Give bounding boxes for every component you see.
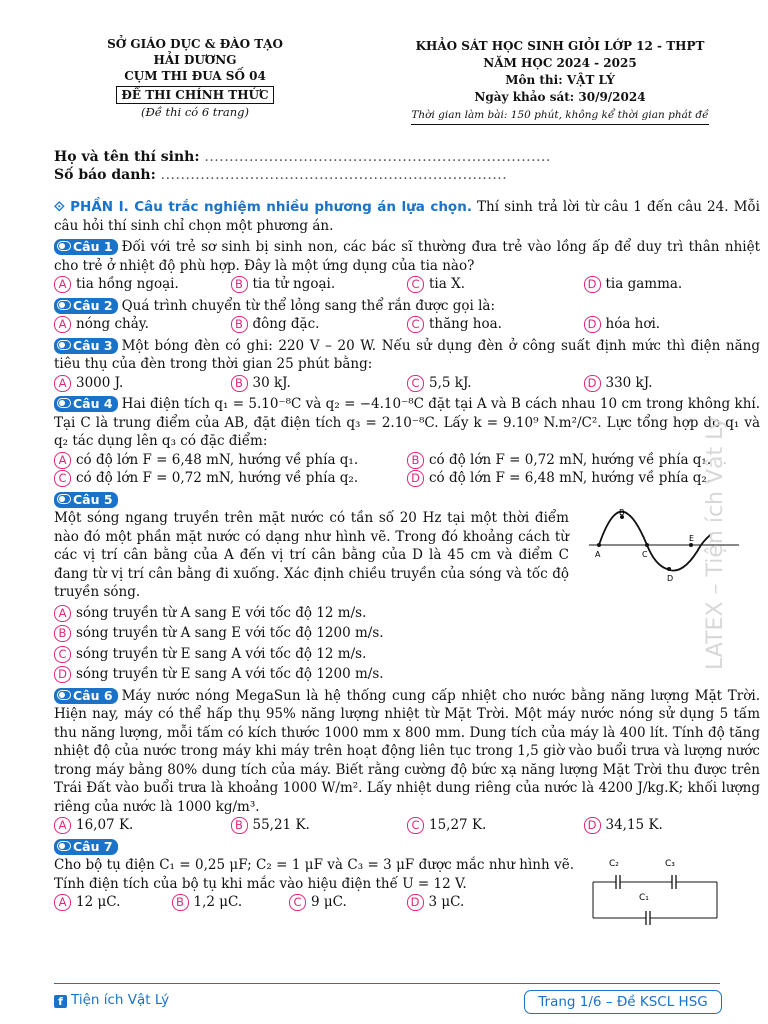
options	[54, 275, 760, 294]
option-a[interactable]: A 3000 J.	[54, 374, 231, 393]
option-a[interactable]: A sóng truyền từ A sang E với tốc độ 12 m/s.	[54, 604, 760, 623]
exam-content	[54, 198, 760, 912]
label-e: E	[689, 534, 695, 543]
question-1	[54, 238, 760, 294]
svg-text:LATEX – Tiện ích Vật Lý: LATEX – Tiện ích Vật Lý	[703, 416, 728, 670]
option-a[interactable]: A 12 μC.	[54, 893, 172, 912]
option-d[interactable]: D hóa hơi.	[584, 315, 761, 334]
part1-title: PHẦN I. Câu trắc nghiệm nhiều phương án lựa chọn.	[70, 199, 472, 215]
question-4	[54, 395, 760, 488]
question-text: Máy nước nóng MegaSun là hệ thống cung cấp nhiệt cho nước bằng năng lượng Mặt Trời. Hiện nay, máy có thể hấp thụ 95% năng lượng nhiệt từ Mặt Trời. Một máy nước nóng sử dụng 5 tấm thu năng lượng, mỗi tấm có kích thước 1000 mm x 800 mm. Dung tích của máy là 400 lít. Tính độ tăng nhiệt độ của nước trong máy khi máy trên hoạt động liên tục trong 1,5 giờ vào buổi trưa và lượng nước trong máy bằng 80% dung tích của máy. Biết rằng cường độ bức xạ năng lượng Mặt Trời thu được trên Trái Đất vào buổi trưa là khoảng 1000 W/m². Lấy nhiệt dung riêng của nước là 4200 J/kg.K; khối lượng riêng của nước là 1000 kg/m³.	[54, 687, 760, 815]
point-d	[667, 567, 671, 571]
name-field[interactable]: ......................................................................	[204, 149, 551, 165]
label-c3: C₃	[665, 859, 675, 869]
label-a: A	[595, 550, 601, 559]
watermark	[690, 380, 740, 680]
exam-date: Ngày khảo sát: 30/9/2024	[474, 90, 646, 104]
toggle-icon	[57, 494, 71, 504]
header-left	[60, 36, 330, 120]
option-d[interactable]: D 34,15 K.	[584, 816, 761, 835]
options	[54, 816, 760, 835]
label-c: C	[642, 550, 648, 559]
option-a[interactable]: A tia hồng ngoại.	[54, 275, 231, 294]
toggle-icon	[57, 398, 71, 408]
option-c[interactable]: C có độ lớn F = 0,72 mN, hướng về phía q₂.	[54, 469, 407, 488]
option-b[interactable]: B có độ lớn F = 0,72 mN, hướng về phía q₁.	[407, 451, 760, 470]
name-label: Họ và tên thí sinh:	[54, 149, 200, 165]
facebook-icon: f	[54, 995, 67, 1008]
id-label: Số báo danh:	[54, 167, 156, 183]
question-3	[54, 337, 760, 393]
label-c1: C₁	[639, 893, 649, 903]
label-d: D	[667, 574, 674, 583]
official-badge: ĐỀ THI CHÍNH THỨC	[116, 86, 273, 104]
option-a[interactable]: A nóng chảy.	[54, 315, 231, 334]
toggle-icon	[57, 300, 71, 310]
option-d[interactable]: D tia gamma.	[584, 275, 761, 294]
option-d[interactable]: D có độ lớn F = 6,48 mN, hướng về phía q₂.	[407, 469, 760, 488]
point-c	[645, 543, 649, 547]
exam-title: KHẢO SÁT HỌC SINH GIỎI LỚP 12 - THPT	[415, 39, 705, 53]
id-field[interactable]: ......................................................................	[160, 167, 508, 183]
footer-divider	[54, 983, 720, 984]
province: HẢI DƯƠNG	[153, 53, 237, 67]
point-a	[597, 543, 601, 547]
header-right	[380, 38, 740, 125]
question-badge: Câu 1	[54, 239, 118, 255]
option-a[interactable]: A 16,07 K.	[54, 816, 231, 835]
capacitor-figure	[574, 856, 754, 912]
subject: Môn thi: VẬT LÝ	[505, 73, 615, 87]
option-b[interactable]: B 55,21 K.	[231, 816, 408, 835]
duration-note: Thời gian làm bài: 150 phút, không kể thời gian phát đề	[411, 107, 708, 125]
cluster: CỤM THI ĐUA SỐ 04	[124, 69, 266, 83]
options-row-2	[54, 469, 760, 488]
option-d[interactable]: D 3 μC.	[407, 893, 525, 912]
question-7	[54, 838, 760, 912]
question-badge: Câu 3	[54, 338, 118, 354]
pages-note: (Đề thi có 6 trang)	[140, 105, 250, 119]
label-c2: C₂	[609, 859, 619, 869]
question-badge: Câu 4	[54, 396, 118, 412]
option-b[interactable]: B sóng truyền từ A sang E với tốc độ 1200 m/s.	[54, 624, 760, 643]
toggle-icon	[57, 690, 71, 700]
toggle-icon	[57, 340, 71, 350]
question-text: Đối với trẻ sơ sinh bị sinh non, các bác sĩ thường đưa trẻ vào lồng ấp để duy trì thân nhiệt cho trẻ ở nhiệt độ phù hợp. Đây là một ứng dụng của tia nào?	[54, 239, 760, 274]
option-a[interactable]: A có độ lớn F = 6,48 mN, hướng về phía q₁.	[54, 451, 407, 470]
question-badge: Câu 6	[54, 688, 118, 704]
toggle-icon	[57, 841, 71, 851]
part1-header	[54, 198, 760, 235]
option-c[interactable]: C 9 μC.	[289, 893, 407, 912]
option-b[interactable]: B 30 kJ.	[231, 374, 408, 393]
part1-instruction: Thí sinh trả lời từ câu 1 đến câu 24. Mỗi câu hỏi thí sinh chỉ chọn một phương án.	[54, 199, 761, 234]
option-c[interactable]: C tia X.	[407, 275, 584, 294]
options	[54, 374, 760, 393]
school-year: NĂM HỌC 2024 - 2025	[483, 56, 637, 70]
question-badge: Câu 7	[54, 839, 118, 855]
question-2	[54, 297, 760, 334]
toggle-icon	[57, 241, 71, 251]
footer-brand[interactable]: f Tiện ích Vật Lý	[54, 992, 169, 1008]
option-c[interactable]: C sóng truyền từ E sang A với tốc độ 12 m/s.	[54, 645, 760, 664]
department: SỞ GIÁO DỤC & ĐÀO TẠO	[107, 37, 283, 51]
question-text: Cho bộ tụ điện C₁ = 0,25 μF; C₂ = 1 μF và C₃ = 3 μF được mắc như hình vẽ. Tính điện tích của bộ tụ khi mắc vào hiệu điện thế U = 12 V.	[54, 857, 574, 892]
option-c[interactable]: C 15,27 K.	[407, 816, 584, 835]
options	[54, 315, 760, 334]
question-text: Một sóng ngang truyền trên mặt nước có tần số 20 Hz tại một thời điểm nào đó một phần mặt nước có dạng như hình vẽ. Trong đó khoảng cách từ các vị trí cân bằng của A đến vị trí cân bằng của D là 45 cm và điểm C đang từ vị trí cân bằng đi xuống. Xác định chiều truyền của sóng và tốc độ truyền sóng.	[54, 510, 569, 600]
option-d[interactable]: D 330 kJ.	[584, 374, 761, 393]
option-b[interactable]: B tia tử ngoại.	[231, 275, 408, 294]
question-text: Quá trình chuyển từ thể lỏng sang thể rắn được gọi là:	[121, 297, 496, 314]
question-6	[54, 687, 760, 835]
question-text: Một bóng đèn có ghi: 220 V – 20 W. Nếu sử dụng đèn ở công suất định mức thì điện năng tiêu thụ của đèn trong thời gian 25 phút bằng:	[54, 337, 760, 372]
question-text: Hai điện tích q₁ = 5.10⁻⁸C và q₂ = −4.10⁻⁸C đặt tại A và B cách nhau 10 cm trong không khí. Tại C là trung điểm của AB, đặt điện tích q₃ = 2.10⁻⁸C. Lấy k = 9.10⁹ N.m²/C². Lực tổng hợp do q₁ và q₂ tác dụng lên q₃ có đặc điểm:	[54, 396, 760, 449]
option-c[interactable]: C 5,5 kJ.	[407, 374, 584, 393]
label-b: B	[619, 508, 625, 517]
student-info	[54, 148, 551, 184]
option-d[interactable]: D sóng truyền từ E sang A với tốc độ 1200 m/s.	[54, 665, 760, 684]
option-b[interactable]: B đông đặc.	[231, 315, 408, 334]
question-badge: Câu 2	[54, 298, 118, 314]
page-indicator: Trang 1/6 – Đề KSCL HSG	[524, 990, 722, 1014]
capacitor-circuit	[589, 854, 729, 930]
options-row-1	[54, 451, 760, 470]
option-b[interactable]: B 1,2 μC.	[172, 893, 290, 912]
question-5	[54, 491, 760, 684]
question-badge: Câu 5	[54, 492, 118, 508]
options	[54, 893, 524, 912]
part1-icon: ⟐	[54, 199, 71, 215]
option-c[interactable]: C thăng hoa.	[407, 315, 584, 334]
